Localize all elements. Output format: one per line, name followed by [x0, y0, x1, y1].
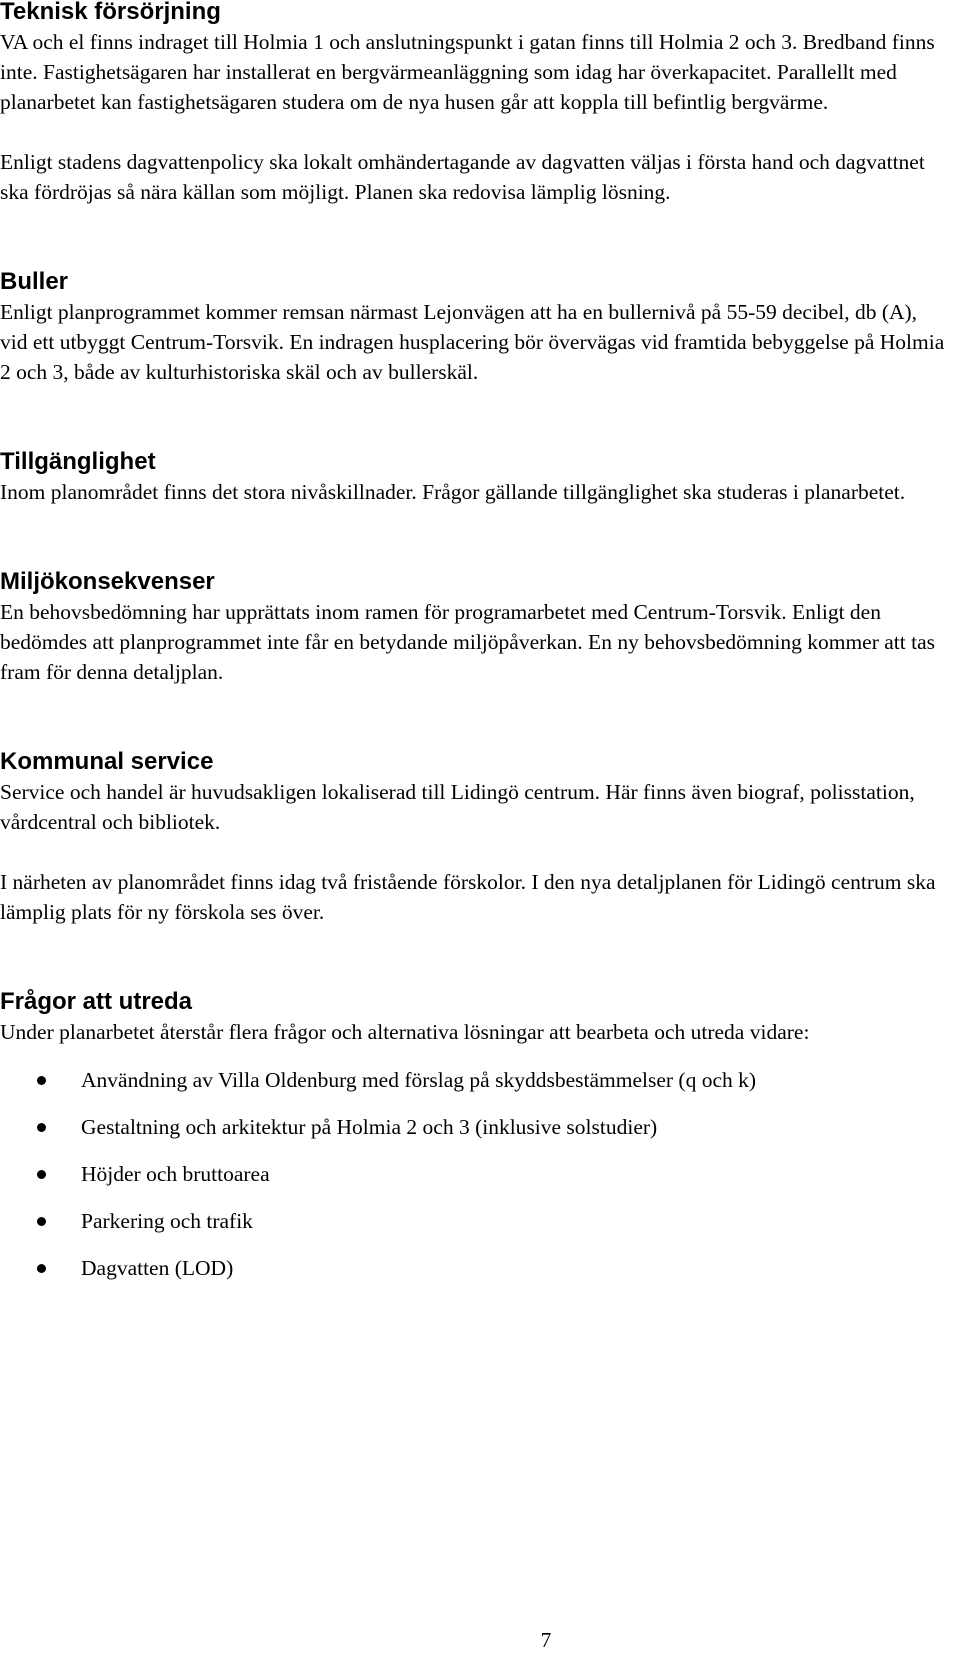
paragraph-miljokonsekvenser: En behovsbedömning har upprättats inom ramen för programarbetet med Centrum-Torsvik. Enligt den bedömdes att planprogrammet inte får en betydande miljöpåverkan. En ny behovsbedömning kommer att tas fram för denna detaljplan. — [0, 600, 935, 684]
paragraph-teknisk-2: Enligt stadens dagvattenpolicy ska lokalt omhändertagande av dagvatten väljas i första hand och dagvattnet ska fördröjas så nära källan som möjligt. Planen ska redovisa lämplig lösning. — [0, 150, 925, 204]
list-item-text: Höjder och bruttoarea — [81, 1162, 270, 1186]
list-item-text: Användning av Villa Oldenburg med förslag på skyddsbestämmelser (q och k) — [81, 1068, 757, 1092]
list-item — [0, 1159, 948, 1189]
bullet-icon — [37, 1123, 46, 1132]
page-number: 7 — [540, 1628, 552, 1652]
heading-fragor-att-utreda: Frågor att utreda — [0, 988, 193, 1015]
paragraph-tillganglighet: Inom planområdet finns det stora nivåskillnader. Frågor gällande tillgänglighet ska studeras i planarbetet. — [0, 480, 906, 504]
bullet-list — [0, 1065, 948, 1283]
heading-tillganglighet: Tillgänglighet — [0, 448, 156, 475]
bullet-icon — [37, 1217, 46, 1226]
bullet-icon — [37, 1170, 46, 1179]
heading-miljokonsekvenser: Miljökonsekvenser — [0, 568, 215, 595]
paragraph-service-1: Service och handel är huvudsakligen lokaliserad till Lidingö centrum. Här finns även biograf, polisstation, vårdcentral och bibliotek. — [0, 780, 915, 834]
list-item-text: Dagvatten (LOD) — [81, 1256, 234, 1280]
paragraph-fragor: Under planarbetet återstår flera frågor och alternativa lösningar att bearbeta och utreda vidare: — [0, 1020, 810, 1044]
list-item-text: Parkering och trafik — [81, 1209, 253, 1233]
bullet-icon — [37, 1264, 46, 1273]
heading-buller: Buller — [0, 268, 69, 295]
paragraph-service-2: I närheten av planområdet finns idag två fristående förskolor. I den nya detaljplanen för Lidingö centrum ska lämplig plats för ny förskola ses över. — [0, 870, 936, 924]
list-item — [0, 1206, 948, 1236]
paragraph-buller: Enligt planprogrammet kommer remsan närmast Lejonvägen att ha en bullernivå på 55-59 decibel, db (A), vid ett utbyggt Centrum-Torsvik. En indragen husplacering bör övervägas vid framtida bebyggelse på Holmia 2 och 3, både av kulturhistoriska skäl och av bullerskäl. — [0, 300, 945, 384]
list-item — [0, 1112, 948, 1142]
list-item-text: Gestaltning och arkitektur på Holmia 2 och 3 (inklusive solstudier) — [81, 1115, 658, 1139]
paragraph-teknisk-1: VA och el finns indraget till Holmia 1 och anslutningspunkt i gatan finns till Holmia 2 och 3. Bredband finns inte. Fastighetsägaren har installerat en bergvärmeanläggning som idag har överkapacitet. Parallellt med planarbetet kan fastighetsägaren studera om de nya husen går att koppla till befintlig bergvärme. — [0, 30, 935, 114]
bullet-icon — [37, 1076, 46, 1085]
list-item — [0, 1253, 948, 1283]
heading-kommunal-service: Kommunal service — [0, 748, 214, 775]
heading-teknisk-forsorjning: Teknisk försörjning — [0, 0, 221, 25]
list-item — [0, 1065, 948, 1095]
